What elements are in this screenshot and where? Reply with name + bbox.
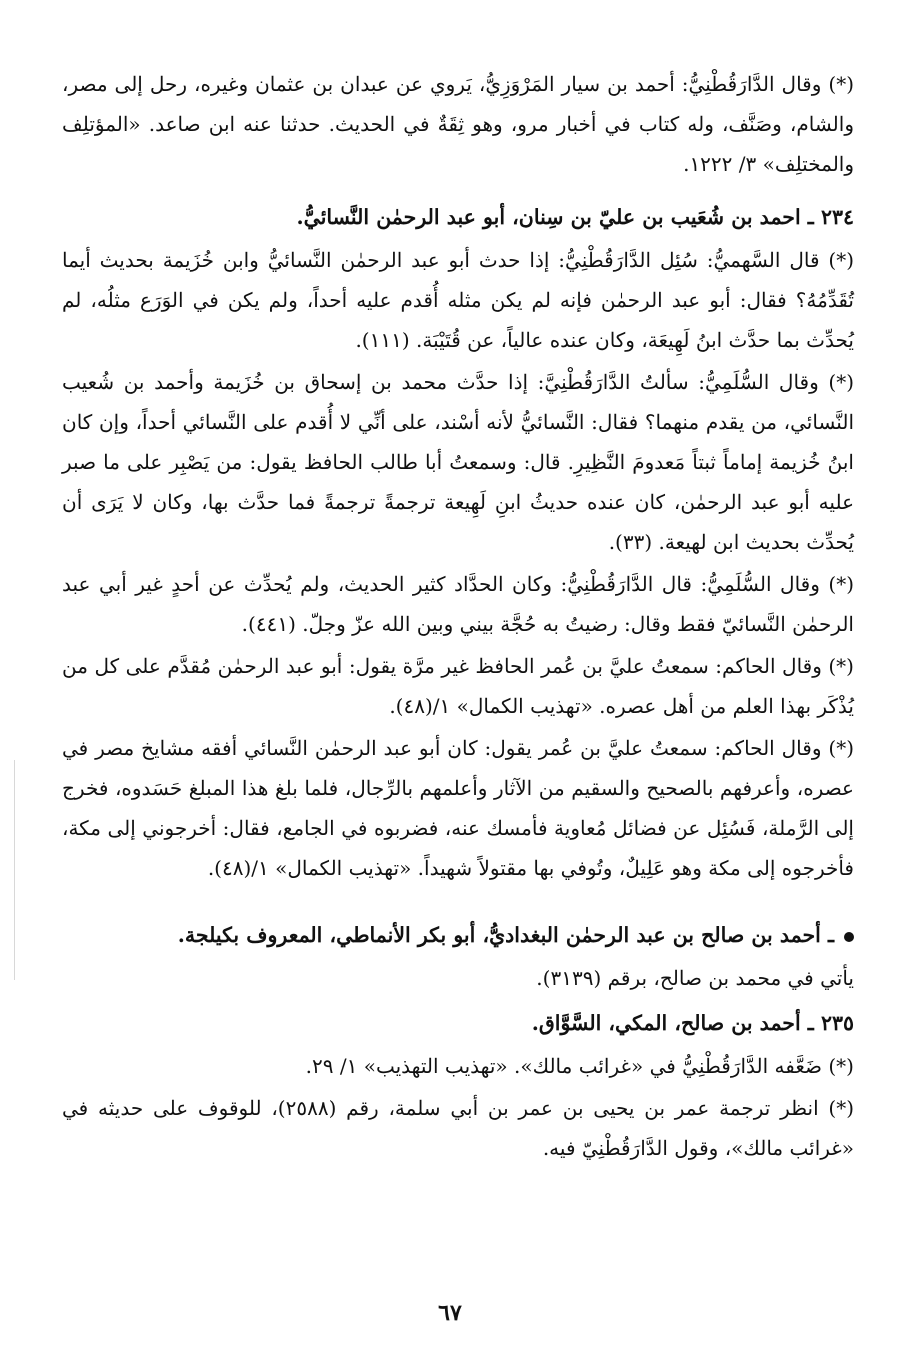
entry-heading-235: ٢٣٥ ـ أحمد بن صالح، المكي، السَّوَّاق. — [531, 1011, 854, 1035]
cross-reference-heading — [62, 914, 854, 956]
entry-paragraph: (*) انظر ترجمة عمر بن يحيى بن عمر بن أبي سلمة، رقم (٢٥٨٨)، للوقوف على حديثه في «غرائب مالك»، وقول الدَّارَقُطْنِيّ فيه. — [62, 1096, 855, 1160]
entry-paragraph: (*) وقال السُّلَمِيُّ: قال الدَّارَقُطْنِيُّ: وكان الحدَّاد كثير الحديث، ولم يُحدِّث عن أحدٍ غير أبي عبد الرحمٰن النَّسائيّ فقط وقال: رضيتُ به حُجَّة بيني وبين الله عزّ وجلّ. (٤٤١). — [62, 572, 854, 636]
scan-margin-line — [14, 760, 15, 980]
entry-paragraph: (*) وقال الدَّارَقُطْنِيُّ: أحمد بن سيار المَرْوَزِيُّ، يَروي عن عبدان بن عثمان وغيره، رحل إلى مصر، والشام، وصَنَّف، وله كتاب في أخبار مرو، وهو ثِقَةٌ في الحديث. حدثنا عنه ابن صاعد. «المؤتلِف والمختلِف» ٣/ ١٢٢٢. — [62, 72, 854, 176]
cross-reference-title: ـ أحمد بن صالح بن عبد الرحمٰن البغداديُّ، أبو بكر الأنماطي، المعروف بكيلجة. — [177, 923, 834, 947]
entry-paragraph: (*) وقال الحاكم: سمعتُ عليَّ بن عُمر الحافظ غير مرَّة يقول: أبو عبد الرحمٰن مُقدَّم على كل من يُذْكَر بهذا العلم من أهل عصره. «تهذيب الكمال» ١/(٤٨). — [62, 654, 854, 718]
entry-paragraph: (*) قال السَّهميُّ: سُئِل الدَّارَقُطْنِيُّ: إذا حدث أبو عبد الرحمٰن النَّسائيُّ وابن خُزَيمة بحديث أيما تُقَدِّمُهُ؟ فقال: أبو عبد الرحمٰن فإنه لم يكن مثله أُقدم عليه أحداً، ولم يكن في الوَرَع مثلُه، لم يُحدِّث بما حدَّث ابنُ لَهِيعَة، وكان عنده عالياً، عن قُتَيْبَة. (١١١). — [62, 248, 854, 352]
entry-paragraph: (*) وقال الحاكم: سمعتُ عليَّ بن عُمر يقول: كان أبو عبد الرحمٰن النَّسائي أفقه مشايخ مصر في عصره، وأعرفهم بالصحيح والسقيم من الآثار وأعلمهم بالرِّجال، فلما بلغ هذا المبلغ حَسَدوه، فخرج إلى الرَّملة، فَسُئِل عن فضائل مُعاوية فأمسك عنه، فضربوه في الجامع، فقال: أخرجوني إلى مكة، فأخرجوه إلى مكة وهو عَلِيلٌ، وتُوفي بها مقتولاً شهيداً. «تهذيب الكمال» ١/(٤٨). — [62, 736, 854, 880]
entry-heading-234: ٢٣٤ ـ احمد بن شُعَيب بن عليّ بن سِنان، أبو عبد الرحمٰن النَّسائيُّ. — [296, 205, 854, 229]
entry-paragraph: (*) وقال السُّلَمِيُّ: سألتُ الدَّارَقُطْنِيَّ: إذا حدَّث محمد بن إسحاق بن خُزَيمة وأحمد بن شُعيب النَّسائي، من يقدم منهما؟ فقال: النَّسائيُّ لأنه أسْند، على أنِّي لا أُقدم على النَّسائي أحداً، وإن كان ابنُ خُزيمة إماماً ثبتاً مَعدومَ النَّظِيرِ. قال: وسمعتُ أبا طالب الحافظ يقول: من يَصْبِر على ما صبر عليه أبو عبد الرحمٰن، كان عنده حديثُ ابنِ لَهِيعة ترجمةً ترجمةً فما حدَّث بها، وكان لا يَرَى أن يُحدِّث بحديث ابن لهيعة. (٣٣). — [62, 370, 854, 554]
entry-paragraph: (*) ضَعَّفه الدَّارَقُطْنِيُّ في «غرائب مالك». «تهذيب التهذيب» ١/ ٢٩. — [305, 1054, 854, 1078]
cross-reference-note: يأتي في محمد بن صالح، برقم (٣١٣٩). — [536, 966, 854, 990]
bullet-icon — [844, 932, 854, 942]
entry-spacer — [62, 890, 854, 910]
page-number: ٦٧ — [438, 1300, 462, 1326]
